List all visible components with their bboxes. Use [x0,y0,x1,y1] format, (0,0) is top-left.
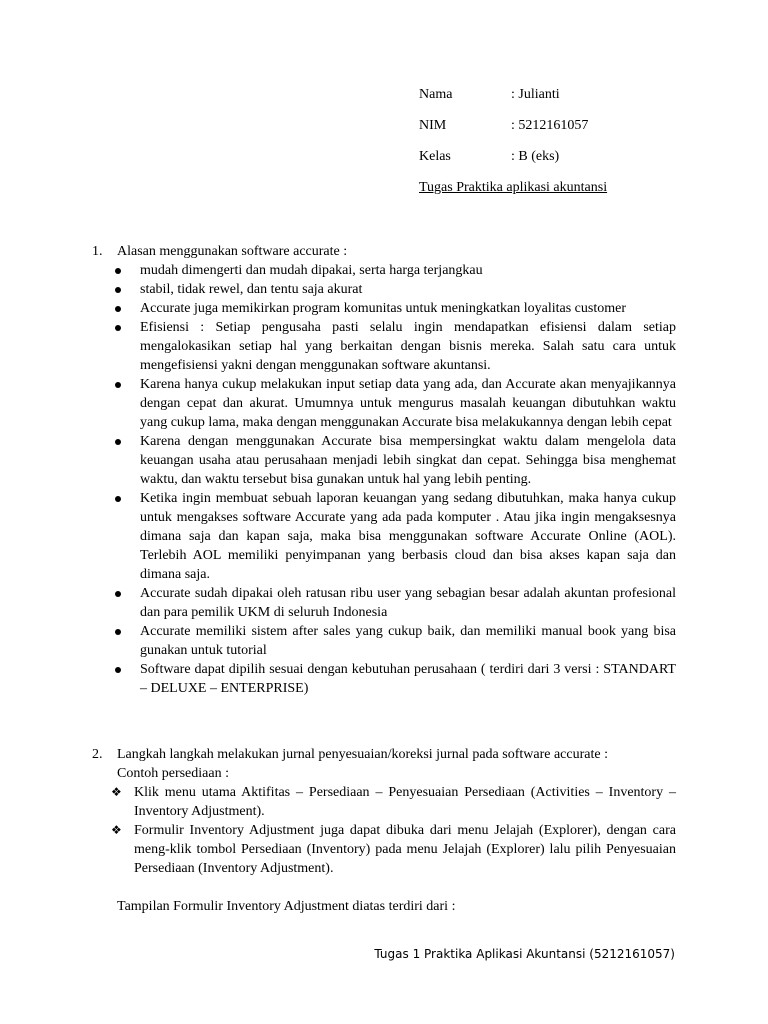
section-subheading: Contoh persediaan : [117,766,229,781]
section-1-heading [92,242,676,261]
bullet-icon [115,667,121,673]
identity-row-nama [419,87,607,118]
list-item [111,783,676,821]
list-item-text: Karena hanya cukup melakukan input setiap data yang ada, dan Accurate akan menyajikannya dengan cepat dan akurat. Umumnya untuk mengurus masalah keuangan dibutuhkan waktu yang cukup lama, maka dengan menggunakan Accurate bisa melakukannya dengan lebih cepat [140,377,676,430]
bullet-icon [115,439,121,445]
list-item-text: Formulir Inventory Adjustment juga dapat dibuka dari menu Jelajah (Explorer), dengan cara meng-klik tombol Persediaan (Inventory) pada menu Jelajah (Explorer) lalu pilih Penyesuaian Persediaan (Inventory Adjustment). [134,823,676,876]
list-item-text: Accurate memiliki sistem after sales yang cukup baik, dan memiliki manual book yang bisa gunakan untuk tutorial [140,624,676,658]
list-item [140,318,676,375]
identity-row-kelas [419,149,607,180]
list-item [111,821,676,878]
section-2 [92,745,676,916]
identity-value: : B (eks) [511,149,560,164]
list-item [140,375,676,432]
list-item [140,584,676,622]
list-item [140,622,676,660]
section-2-heading [92,745,676,764]
bullet-icon [115,306,121,312]
identity-label: Kelas [419,149,451,164]
bullet-icon [115,287,121,293]
step-list [92,783,676,878]
list-item-text: mudah dimengerti dan mudah dipakai, serta harga terjangkau [140,263,483,278]
identity-row-title [419,180,607,211]
diamond-bullet-icon: ❖ [111,785,122,799]
bullet-icon [115,496,121,502]
section-title: Alasan menggunakan software accurate : [117,244,348,259]
list-item [140,299,676,318]
section-number: 2. [92,747,103,762]
list-item-text: Ketika ingin membuat sebuah laporan keuangan yang sedang dibutuhkan, maka hanya cukup untuk mengakses software Accurate yang ada pada komputer . Atau jika ingin mengaksesnya dimana saja dan kapan saja, maka bisa menggunakan software Accurate Online (AOL). Terlebih AOL memiliki penyimpanan yang berbasis cloud dan bisa akses kapan saja dan dimana saja. [140,491,676,582]
list-item [140,280,676,299]
list-item-text: stabil, tidak rewel, dan tentu saja akurat [140,282,363,297]
bullet-icon [115,382,121,388]
list-item-text: Accurate juga memikirkan program komunitas untuk meningkatkan loyalitas customer [140,301,626,316]
bullet-icon [115,325,121,331]
bullet-icon [115,629,121,635]
identity-value: : 5212161057 [511,118,589,133]
identity-label: NIM [419,118,447,133]
assignment-title: Tugas Praktika aplikasi akuntansi [419,180,608,195]
identity-value: : Julianti [511,87,560,102]
identity-row-nim [419,118,607,149]
list-item-text: Efisiensi : Setiap pengusaha pasti selalu ingin mendapatkan efisiensi dalam setiap mengalokasikan setiap hal yang berkaitan dengan bisnis mereka. Salah satu cara untuk mengefisiensi yakni dengan menggunakan software akuntansi. [140,320,676,373]
list-item-text: Accurate sudah dipakai oleh ratusan ribu user yang sebagian besar adalah akuntan profesional dan para pemilik UKM di seluruh Indonesia [140,586,676,620]
section-title: Langkah langkah melakukan jurnal penyesuaian/koreksi jurnal pada software accurate : [117,747,608,762]
diamond-bullet-icon: ❖ [111,823,122,837]
section-number: 1. [92,244,103,259]
list-item [140,489,676,584]
list-item [140,432,676,489]
list-item-text: Software dapat dipilih sesuai dengan kebutuhan perusahaan ( terdiri dari 3 versi : STANDART – DELUXE – ENTERPRISE) [140,662,676,696]
reason-list [92,261,676,698]
list-item [140,660,676,698]
bullet-icon [115,591,121,597]
closing-sentence: Tampilan Formulir Inventory Adjustment diatas terdiri dari : [117,899,456,914]
list-item-text: Klik menu utama Aktifitas – Persediaan – Penyesuaian Persediaan (Activities – Inventory – Inventory Adjustment). [134,785,676,819]
identity-block [419,87,607,211]
list-item-text: Karena dengan menggunakan Accurate bisa mempersingkat waktu dalam mengelola data keuangan usaha atau perusahaan menjadi lebih singkat dan cepat. Sehingga bisa menghemat waktu, dan waktu tersebut bisa gunakan untuk hal yang lebih penting. [140,434,676,487]
bullet-icon [115,268,121,274]
list-item [140,261,676,280]
page-footer: Tugas 1 Praktika Aplikasi Akuntansi (5212161057) [374,947,675,961]
identity-label: Nama [419,87,453,102]
section-1 [92,242,676,698]
